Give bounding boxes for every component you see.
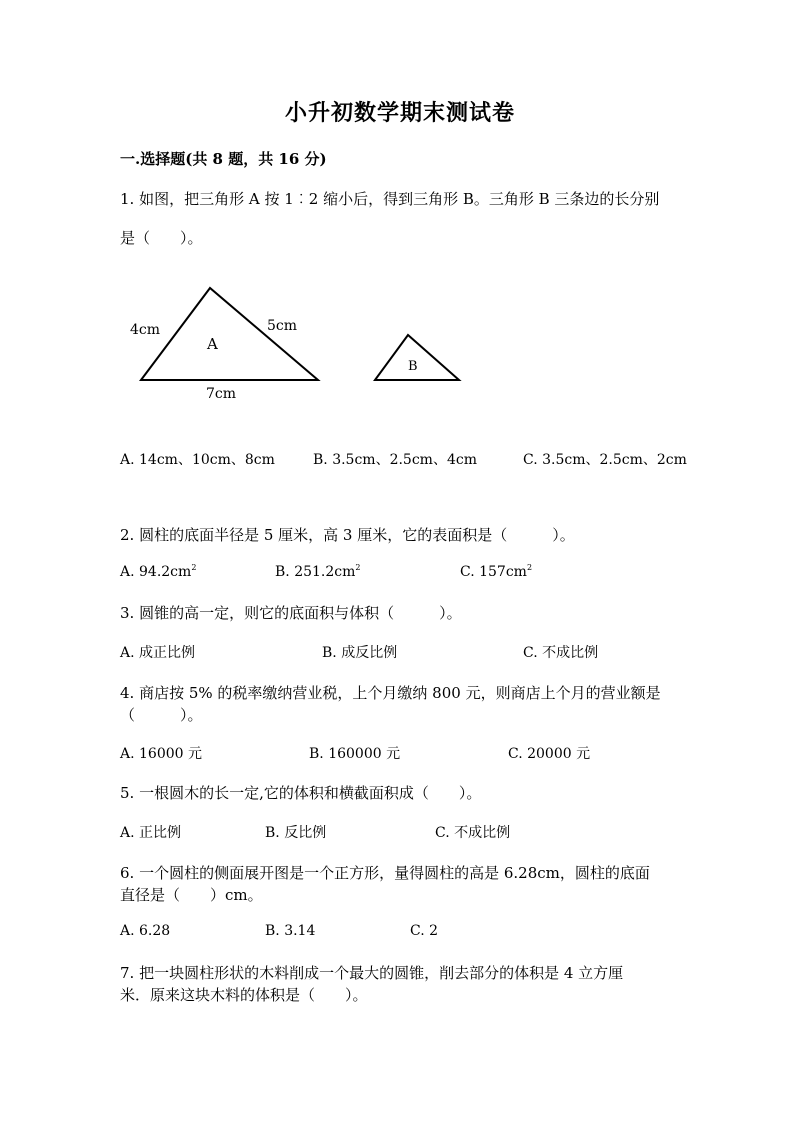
- question-5-option-b: B. 反比例: [265, 825, 327, 841]
- question-2-option-b-text: B. 251.2cm: [275, 564, 356, 580]
- question-3-line-1: 3. 圆锥的高一定，则它的底面积与体积（ ）。: [120, 604, 462, 622]
- question-6-option-a: A. 6.28: [120, 923, 171, 939]
- question-4-option-b: B. 160000 元: [309, 746, 401, 762]
- question-6-option-c: C. 2: [410, 923, 439, 939]
- question-1-line-2: 是（ ）。: [120, 229, 203, 247]
- question-2-option-a: [120, 564, 196, 580]
- triangle-b-label: B: [408, 359, 418, 374]
- question-4-option-c: C. 20000 元: [508, 746, 591, 762]
- question-7-line-2: 米．原来这块木料的体积是（ ）。: [120, 986, 368, 1004]
- question-1-line-1: 1. 如图，把三角形 A 按 1︰2 缩小后，得到三角形 B。三角形 B 三条边的长分别: [120, 190, 660, 208]
- question-7-line-1: 7. 把一块圆柱形状的木料削成一个最大的圆锥，削去部分的体积是 4 立方厘: [120, 964, 624, 982]
- question-4-line-2: （ ）。: [120, 706, 203, 724]
- question-1-option-c: C. 3.5cm、2.5cm、2cm: [523, 452, 687, 468]
- question-1-option-a: A. 14cm、10cm、8cm: [120, 452, 275, 468]
- question-3-option-a: A. 成正比例: [120, 645, 196, 661]
- question-5-line-1: 5. 一根圆木的长一定,它的体积和横截面积成（ ）。: [120, 784, 482, 802]
- question-3-option-c: C. 不成比例: [523, 645, 599, 661]
- triangle-a-label: A: [207, 335, 218, 353]
- page-title: 小升初数学期末测试卷: [284, 100, 515, 126]
- question-6-option-b: B. 3.14: [265, 923, 316, 939]
- question-1-option-b: B. 3.5cm、2.5cm、4cm: [313, 452, 477, 468]
- question-2-option-c: [460, 564, 532, 580]
- triangle-figure: [120, 280, 480, 410]
- question-4-line-1: 4. 商店按 5% 的税率缴纳营业税，上个月缴纳 800 元，则商店上个月的营业额是: [120, 684, 661, 702]
- question-2-option-b: [275, 564, 360, 580]
- question-2-option-c-text: C. 157cm: [460, 564, 527, 580]
- triangle-a-base: 7cm: [206, 386, 237, 402]
- question-5-option-a: A. 正比例: [120, 825, 182, 841]
- question-6-line-2: 直径是（ ）cm。: [120, 886, 263, 904]
- triangle-a: [141, 288, 318, 380]
- question-3-option-b: B. 成反比例: [322, 645, 398, 661]
- question-2-line-1: 2. 圆柱的底面半径是 5 厘米，高 3 厘米，它的表面积是（ ）。: [120, 526, 575, 544]
- question-4-option-a: A. 16000 元: [120, 746, 202, 762]
- square-unit-sup: 2: [191, 563, 197, 572]
- triangle-a-left-side: 4cm: [130, 322, 161, 338]
- section-heading: 一.选择题(共 8 题，共 16 分): [120, 150, 327, 168]
- square-unit-sup: 2: [526, 563, 533, 572]
- square-unit-sup: 2: [355, 563, 361, 572]
- question-5-option-c: C. 不成比例: [435, 825, 511, 841]
- question-6-line-1: 6. 一个圆柱的侧面展开图是一个正方形，量得圆柱的高是 6.28cm，圆柱的底面: [120, 864, 650, 882]
- triangle-a-right-side: 5cm: [267, 318, 298, 334]
- question-2-option-a-text: A. 94.2cm: [120, 564, 192, 580]
